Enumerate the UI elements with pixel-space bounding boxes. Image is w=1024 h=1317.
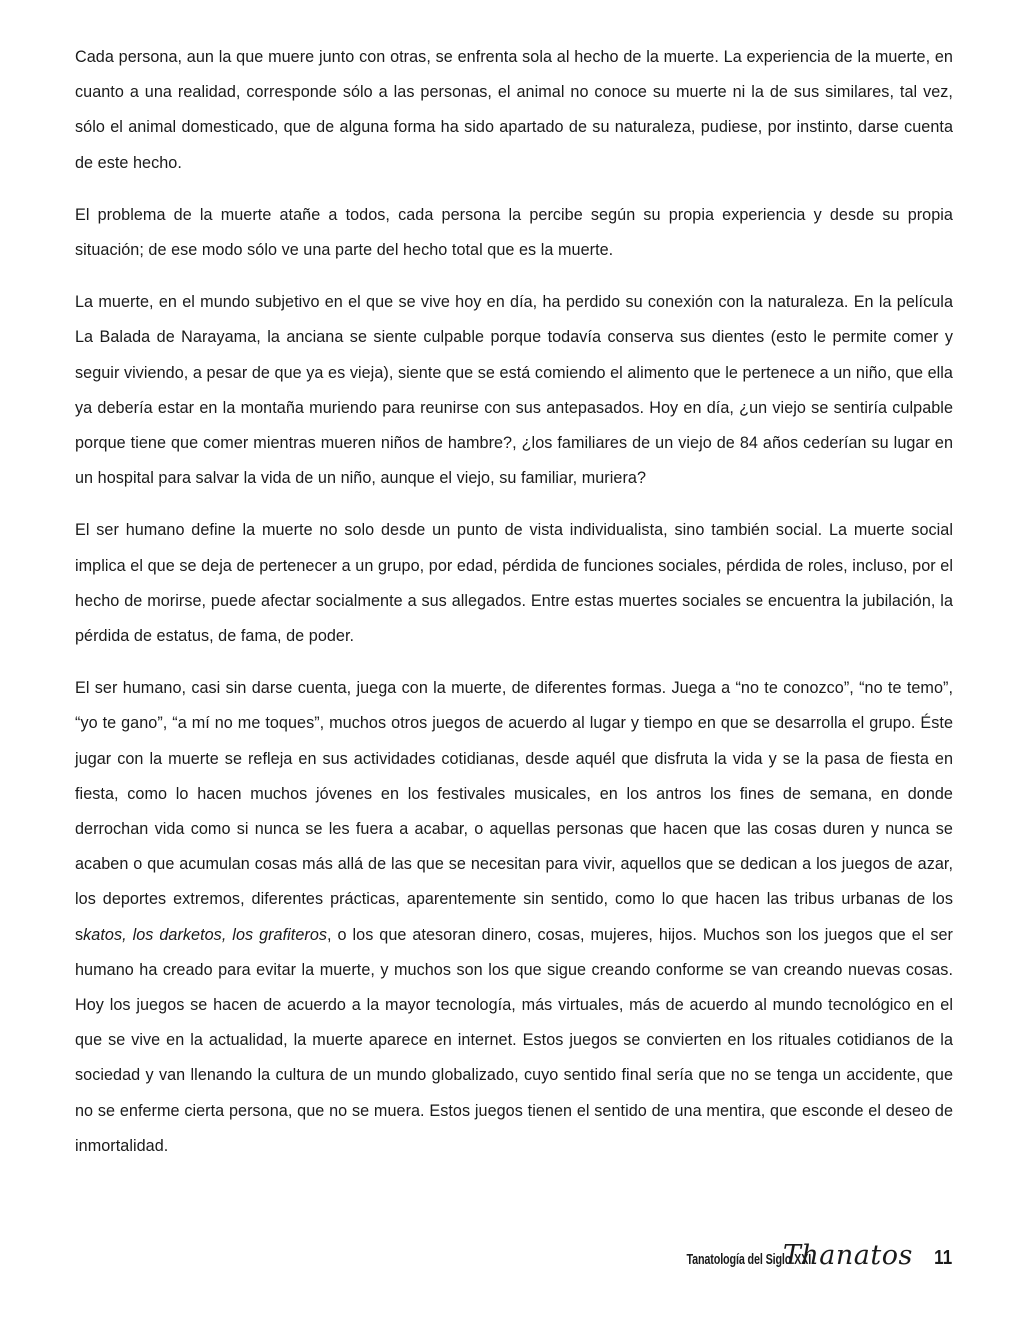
paragraph-5 bbox=[75, 671, 953, 1164]
paragraph-text: Cada persona, aun la que muere junto con otras, se enfrenta sola al hecho de la muerte. La experiencia de la muerte, en cuanto a una realidad, corresponde sólo a las personas, el animal no conoce su muerte ni la de sus similares, tal vez, sólo el animal domesticado, que de alguna forma ha sido apartado de su naturaleza, pudiese, por instinto, darse cuenta de este hecho. bbox=[75, 48, 953, 172]
paragraph-text: El problema de la muerte atañe a todos, cada persona la percibe según su propia experiencia y desde su propia situación; de ese modo sólo ve una parte del hecho total que es la muerte. bbox=[75, 205, 953, 260]
paragraph-text: , o los que atesoran dinero, cosas, mujeres, hijos. Muchos son los juegos que el ser humano ha creado para evitar la muerte, y muchos son los que sigue creando conforme se van creando nuevas cosas. Hoy los juegos se hacen de acuerdo a la mayor tecnología, más virtuales, más de acuerdo al mundo tecnológico en el que se vive en la actualidad, la muerte aparece en internet. Estos juegos se convierten en los rituales cotidianos de la sociedad y van llenando la cultura de un mundo globalizado, cuyo sentido final sería que no se tenga un accidente, que no se enferme cierta persona, que no se muera. Estos juegos tienen el sentido de una mentira, que esconde el deseo de inmortalidad. bbox=[75, 925, 953, 1155]
paragraph-2 bbox=[75, 198, 953, 268]
paragraph-1 bbox=[75, 40, 953, 181]
italic-text: katos, los darketos, los grafiteros bbox=[83, 925, 328, 944]
paragraph-4 bbox=[75, 513, 953, 654]
page-footer bbox=[638, 1240, 952, 1271]
journal-name: Tanatología del Siglo XXI bbox=[686, 1251, 811, 1268]
paragraph-text: La muerte, en el mundo subjetivo en el que se vive hoy en día, ha perdido su conexión con la naturaleza. En la película La Balada de Narayama, la anciana se siente culpable porque todavía conserva sus dientes (esto le permite comer y seguir viviendo, a pesar de que ya es vieja), siente que se está comiendo el alimento que le pertenece a un niño, que ella ya debería estar en la montaña muriendo para reunirse con sus antepasados. Hoy en día, ¿un viejo se sentiría culpable porque tiene que comer mientras mueren niños de hambre?, ¿los familiares de un viejo de 84 años cederían su lugar en un hospital para salvar la vida de un niño, aunque el viejo, su familiar, muriera? bbox=[75, 293, 953, 488]
paragraph-3 bbox=[75, 285, 953, 496]
paragraph-text: El ser humano, casi sin darse cuenta, juega con la muerte, de diferentes formas. Juega a “no te conozco”, “no te temo”, “yo te gano”, “a mí no me toques”, muchos otros juegos de acuerdo al lugar y tiempo en que se desarrolla el grupo. Éste jugar con la muerte se refleja en sus actividades cotidianas, desde aquél que disfruta la vida y se la pasa de fiesta en fiesta, como lo hacen muchos jóvenes en los festivales musicales, en los antros los fines de semana, en donde derrochan vida como si nunca se les fuera a acabar, o aquellas personas que hacen que las cosas duren y nunca se acaben o que acumulan cosas más allá de las que se necesitan para vivir, aquellos que se dedican a los juegos de azar, los deportes extremos, diferentes prácticas, aparentemente sin sentido, como lo que hacen las tribus urbanas de los s bbox=[75, 679, 953, 944]
article-body bbox=[75, 40, 953, 1181]
paragraph-text: El ser humano define la muerte no solo desde un punto de vista individualista, sino también social. La muerte social implica el que se deja de pertenecer a un grupo, por edad, pérdida de funciones sociales, pérdida de roles, incluso, por el hecho de morirse, puede afectar socialmente a sus allegados. Entre estas muertes sociales se encuentra la jubilación, la pérdida de estatus, de fama, de poder. bbox=[75, 521, 953, 646]
thanatos-logo: Thanatos bbox=[782, 1240, 913, 1271]
page-number: 11 bbox=[934, 1247, 952, 1269]
